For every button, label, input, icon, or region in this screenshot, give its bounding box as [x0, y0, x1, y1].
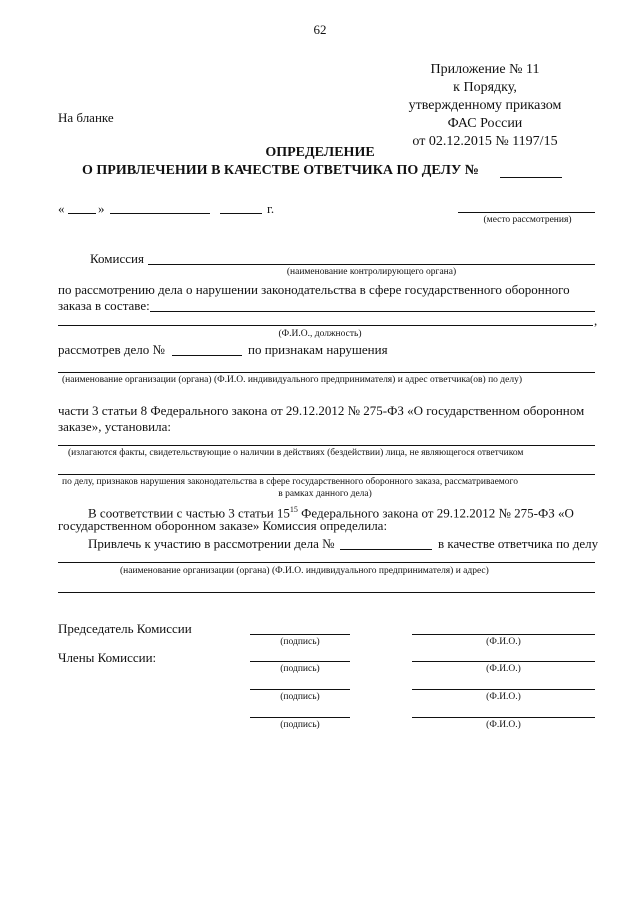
respondent-line: [58, 372, 595, 373]
appendix-line-2: к Порядку,: [453, 80, 517, 95]
appendix-line-5: от 02.12.2015 № 1197/15: [412, 134, 558, 149]
decision-case-line: [340, 549, 432, 550]
review-text-line-2: заказа в составе:: [58, 298, 150, 313]
date-day-line: [68, 213, 96, 214]
case-label: рассмотрев дело №: [58, 342, 165, 357]
case-signs-label: по признакам нарушения: [248, 342, 388, 357]
decision-line-1-sup: 15: [289, 505, 298, 514]
respondent-name-line: [58, 562, 595, 563]
title-line-2: О ПРИВЛЕЧЕНИИ В КАЧЕСТВЕ ОТВЕТЧИКА ПО ДЕЛУ №: [82, 163, 479, 178]
member1-sign-line: [250, 661, 350, 662]
case-no-line: [172, 355, 242, 356]
respondent-caption: (наименование организации (органа) (Ф.И.О. индивидуального предпринимателя) и адрес ответчика(ов) по делу): [62, 375, 522, 385]
decision-line-3a: Привлечь к участию в рассмотрении дела №: [88, 536, 335, 551]
facts-line-1: [58, 445, 595, 446]
facts-line-2: [58, 474, 595, 475]
decision-line-3b: в качестве ответчика по делу: [438, 536, 599, 551]
facts-caption-2b: в рамках данного дела): [278, 489, 372, 499]
composition-line-2: [58, 325, 593, 326]
review-text-line-1: по рассмотрению дела о нарушении законодательства в сфере государственного оборонного: [58, 282, 570, 297]
member3-sign-caption: (подпись): [280, 720, 320, 730]
date-month-line: [110, 213, 210, 214]
member3-name-line: [412, 717, 595, 718]
title-line-1: ОПРЕДЕЛЕНИЕ: [265, 145, 375, 160]
member3-sign-line: [250, 717, 350, 718]
commission-label: Комиссия: [90, 251, 144, 266]
chairman-label: Председатель Комиссии: [58, 621, 192, 636]
member1-name-line: [412, 661, 595, 662]
appendix-line-1: Приложение № 11: [430, 62, 540, 77]
decision-line-1b: Федерального закона от 29.12.2012 № 275-ФЗ «О: [297, 505, 574, 521]
facts-caption-1: (излагаются факты, свидетельствующие о наличии в действиях (бездействии) лица, не являющегося ответчиком: [68, 448, 524, 458]
composition-comma: ,: [594, 313, 598, 328]
date-open-quote: «: [58, 201, 65, 216]
date-year-suffix: г.: [267, 201, 275, 216]
chairman-name-line: [412, 634, 595, 635]
commission-line: [148, 264, 595, 265]
members-label: Члены Комиссии:: [58, 650, 157, 665]
date-close-quote: »: [98, 201, 105, 216]
facts-caption-2a: по делу, признаков нарушения законодательства в сфере государственного оборонного заказа, рассматриваемого: [62, 477, 518, 487]
chairman-name-caption: (Ф.И.О.): [486, 637, 521, 647]
appendix-line-4: ФАС России: [447, 116, 523, 131]
place-line: [458, 212, 595, 213]
member2-name-caption: (Ф.И.О.): [486, 692, 521, 702]
member1-sign-caption: (подпись): [280, 664, 320, 674]
decision-line-2: государственном оборонном заказе» Комиссия определила:: [58, 518, 388, 533]
chairman-sign-caption: (подпись): [280, 637, 320, 647]
respondent-name-line-2: [58, 592, 595, 593]
decision-line-1a: В соответствии с частью 3 статьи 15: [88, 505, 290, 521]
respondent-name-caption: (наименование организации (органа) (Ф.И.О. индивидуального предпринимателя) и адрес): [120, 566, 489, 576]
appendix-line-3: утвержденному приказом: [408, 98, 562, 113]
member2-name-line: [412, 689, 595, 690]
case-number-line: [500, 177, 562, 178]
date-year-line: [220, 213, 262, 214]
chairman-sign-line: [250, 634, 350, 635]
page-number: 62: [313, 22, 327, 37]
on-blank-label: На бланке: [58, 110, 114, 125]
member3-name-caption: (Ф.И.О.): [486, 720, 521, 730]
member2-sign-line: [250, 689, 350, 690]
place-caption: (место рассмотрения): [483, 215, 572, 225]
member1-name-caption: (Ф.И.О.): [486, 664, 521, 674]
composition-line-1: [150, 311, 595, 312]
law-text-line-2: заказе», установила:: [58, 419, 172, 434]
member2-sign-caption: (подпись): [280, 692, 320, 702]
commission-caption: (наименование контролирующего органа): [286, 267, 457, 277]
law-text-line-1: части 3 статьи 8 Федерального закона от 29.12.2012 № 275-ФЗ «О государственном оборонном: [58, 403, 585, 418]
composition-caption: (Ф.И.О., должность): [278, 329, 362, 339]
